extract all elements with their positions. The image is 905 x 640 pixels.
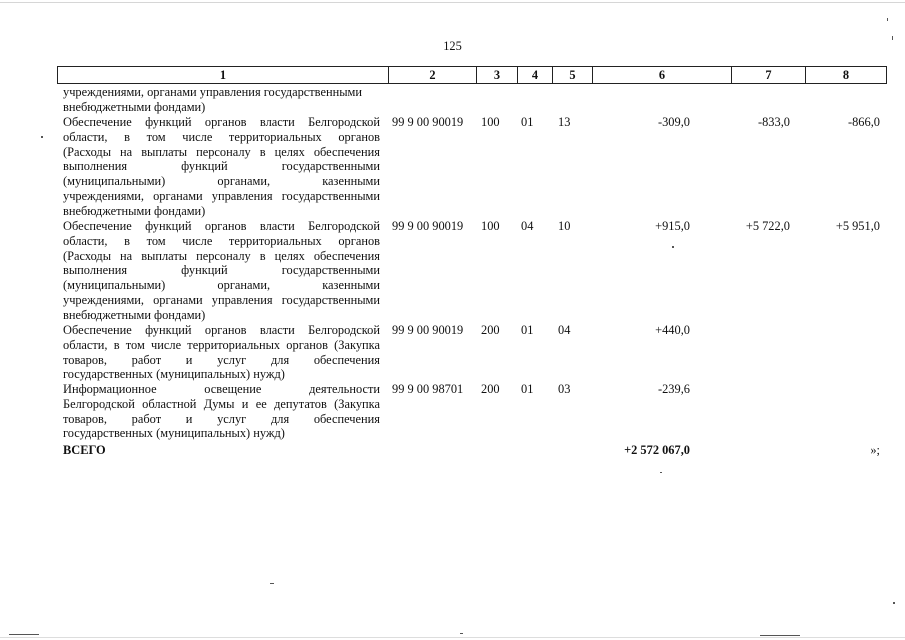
header-col-1: 1 bbox=[219, 68, 227, 82]
scan-speck bbox=[892, 36, 893, 40]
row-2-col4: 04 bbox=[521, 219, 534, 233]
closing-quote: »; bbox=[870, 443, 880, 457]
text-line: (муниципальными) органами, казенными bbox=[63, 278, 380, 293]
row-3-description bbox=[63, 323, 380, 382]
row-3-code: 99 9 00 90019 bbox=[392, 323, 464, 337]
scan-speck bbox=[672, 246, 674, 248]
row-2-code: 99 9 00 90019 bbox=[392, 219, 464, 233]
row-1-code: 99 9 00 90019 bbox=[392, 115, 464, 129]
row-4-value-6: -239,6 bbox=[657, 382, 690, 396]
scan-edge-bottom bbox=[0, 637, 905, 638]
header-col-8: 8 bbox=[805, 67, 886, 83]
row-3-col3: 200 bbox=[481, 323, 500, 337]
row-4-code: 99 9 00 98701 bbox=[392, 382, 464, 396]
text-line: (Расходы на выплаты персоналу в целях обеспечения bbox=[63, 144, 380, 159]
row-4-col4: 01 bbox=[521, 382, 534, 396]
scan-speck bbox=[460, 633, 463, 634]
text-line: государственных (муниципальных) нужд) bbox=[63, 367, 285, 382]
text-line: учреждениями, органами управления государственными bbox=[63, 85, 363, 99]
row-1-col4: 01 bbox=[521, 115, 534, 129]
text-line: государственных (муниципальных) нужд) bbox=[63, 426, 285, 441]
row-1-value-6: -309,0 bbox=[657, 115, 690, 129]
row-3-value-6: +440,0 bbox=[655, 323, 690, 337]
row-4-description bbox=[63, 382, 380, 441]
row-2-col5: 10 bbox=[558, 219, 571, 233]
scan-speck bbox=[270, 583, 274, 584]
text-line: области, в том числе территориальных органов (Закупка bbox=[63, 337, 380, 352]
header-col-7: 7 bbox=[731, 67, 805, 83]
scan-speck bbox=[760, 635, 800, 636]
text-line: области, в том числе территориальных органов bbox=[63, 233, 380, 248]
row-1-col5: 13 bbox=[558, 115, 571, 129]
text-line: Обеспечение функций органов власти Белгородской bbox=[63, 219, 380, 233]
scan-speck bbox=[41, 136, 43, 138]
row-1-col3: 100 bbox=[481, 115, 500, 129]
row-3-col4: 01 bbox=[521, 323, 534, 337]
table-header-row bbox=[57, 66, 887, 84]
scan-speck bbox=[660, 472, 662, 473]
scan-speck bbox=[893, 602, 895, 604]
header-col-6: 6 bbox=[592, 67, 731, 83]
text-line: Информационное освещение деятельности bbox=[63, 382, 380, 396]
text-line: учреждениями, органами управления государственными bbox=[63, 292, 380, 307]
text-line: Белгородской областной Думы и ее депутатов (Закупка bbox=[63, 396, 380, 411]
text-line: (муниципальными) органами, казенными bbox=[63, 174, 380, 189]
row-2-value-7: +5 722,0 bbox=[745, 219, 790, 233]
text-line: Обеспечение функций органов власти Белгородской bbox=[63, 323, 380, 337]
row-4-col5: 03 bbox=[558, 382, 571, 396]
text-line: Обеспечение функций органов власти Белгородской bbox=[63, 115, 380, 129]
row-1-value-8: -866,0 bbox=[847, 115, 880, 129]
row-4-col3: 200 bbox=[481, 382, 500, 396]
scan-edge-top bbox=[0, 2, 905, 3]
header-col-5: 5 bbox=[552, 67, 592, 83]
header-col-2: 2 bbox=[388, 67, 476, 83]
scan-speck bbox=[887, 18, 888, 21]
text-line: внебюджетными фондами) bbox=[63, 99, 206, 114]
row-3-col5: 04 bbox=[558, 323, 571, 337]
row-1-value-7: -833,0 bbox=[757, 115, 790, 129]
text-line: области, в том числе территориальных органов bbox=[63, 129, 380, 144]
page-number: 125 bbox=[443, 39, 462, 53]
row-2-value-6: +915,0 bbox=[655, 219, 690, 233]
text-line: выполнения функций государственными bbox=[63, 159, 380, 174]
text-line: внебюджетными фондами) bbox=[63, 203, 206, 218]
text-line: товаров, работ и услуг для обеспечения bbox=[63, 352, 380, 367]
total-label: ВСЕГО bbox=[63, 443, 106, 457]
scan-speck bbox=[9, 634, 39, 635]
total-value: +2 572 067,0 bbox=[624, 443, 690, 457]
text-line: выполнения функций государственными bbox=[63, 263, 380, 278]
header-col-4: 4 bbox=[517, 67, 552, 83]
text-line: товаров, работ и услуг для обеспечения bbox=[63, 411, 380, 426]
row-2-description bbox=[63, 219, 380, 323]
row-2-col3: 100 bbox=[481, 219, 500, 233]
row-1-description bbox=[63, 115, 380, 219]
header-col-3: 3 bbox=[476, 67, 517, 83]
row-2-value-8: +5 951,0 bbox=[835, 219, 880, 233]
text-line: (Расходы на выплаты персоналу в целях обеспечения bbox=[63, 248, 380, 263]
text-line: учреждениями, органами управления государственными bbox=[63, 188, 380, 203]
text-line: внебюджетными фондами) bbox=[63, 307, 206, 322]
continuation-text bbox=[63, 85, 380, 115]
